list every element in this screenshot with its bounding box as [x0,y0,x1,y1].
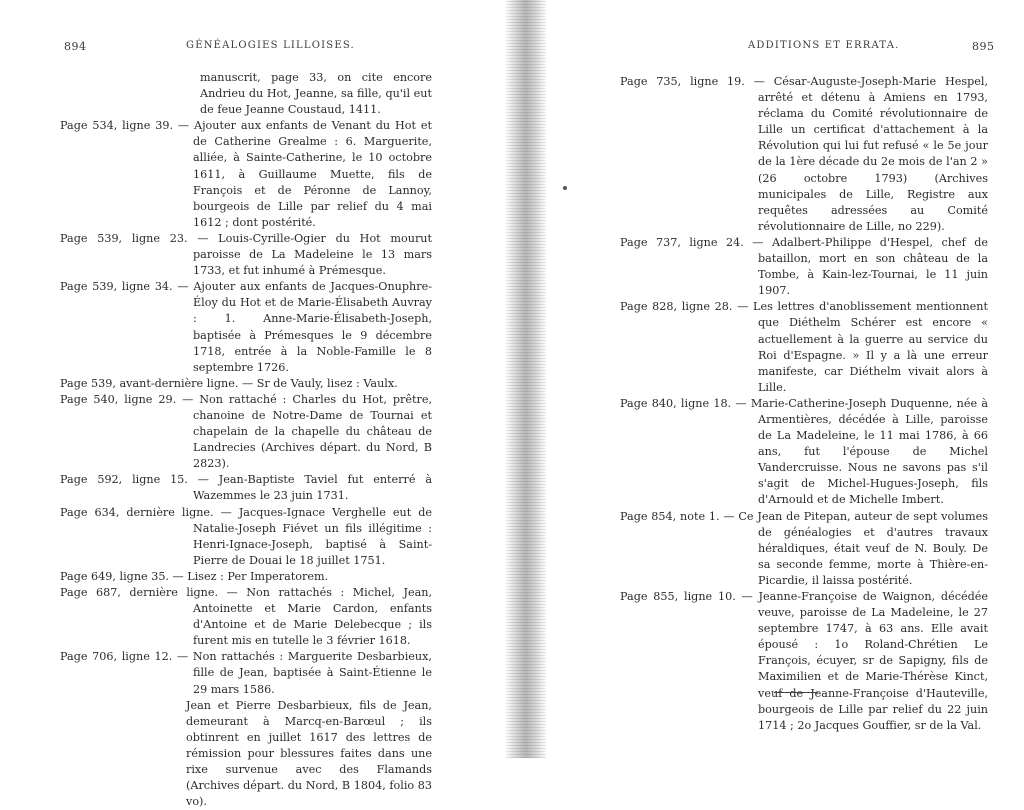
entry: Page 539, ligne 23. — Louis-Cyrille-Ogier du Hot mourut paroisse de La Madeleine le 13 mars 1733, et fut inhumé à Prémesque. [60,231,432,278]
entry: Page 854, note 1. — Ce Jean de Pitepan, auteur de sept volumes de généalogies et d'autres travaux héraldiques, était veuf de N. Bouly. De sa seconde femme, morte à Thière-en-Picardie, il laissa postérité. [620,509,988,587]
entry: Page 649, ligne 35. — Lisez : Per Imperatorem. [60,569,329,583]
right-running-head: ADDITIONS ET ERRATA. [748,40,900,51]
left-folio: 894 [64,40,87,53]
left-running-head: GÉNÉALOGIES LILLOISES. [186,40,355,51]
entry: Page 592, ligne 15. — Jean-Baptiste Taviel fut enterré à Wazemmes le 23 juin 1731. [60,473,432,503]
entry: Jean et Pierre Desbarbieux, fils de Jean, demeurant à Marcq-en-Barœul ; ils obtinrent en juillet 1617 des lettres de rémission pour blessures faites dans une rixe survenue avec des Flamands (Archives départ. du Nord, B 1804, folio 83 vo). [186,698,432,809]
entry: Page 539, avant-dernière ligne. — Sr de Vauly, lisez : Vaulx. [60,376,398,390]
entry: manuscrit, page 33, on cite encore Andrieu du Hot, Jeanne, sa fille, qu'il eut de feue Jeanne Coustaud, 1411. [200,71,432,117]
entry: Page 828, ligne 28. — Les lettres d'anoblissement mentionnent que Diéthelm Schérer est encore « actuellement à la guerre au service du Roi d'Espagne. » Il y a là une erreur manifeste, car Diéthelm vivait alors à Lille. [620,300,988,394]
entry: Page 735, ligne 19. — César-Auguste-Joseph-Marie Hespel, arrêté et détenu à Amiens en 1793, réclama du Comité révolutionnaire de Lille un certificat d'attachement à la Révolution qui lui fut refusé « le 5e jour de la 1ère décade du 2e mois de l'an 2 » (26 octobre 1793) (Archives municipales de Lille, Registre aux requêtes adressées au Comité révolutionnaire de Lille, no 229). [620,75,988,233]
entry: Page 534, ligne 39. — Ajouter aux enfants de Venant du Hot et de Catherine Grealme : 6. Marguerite, alliée, à Sainte-Catherine, le 10 octobre 1611, à Guillaume Muette, fils de François et de Péronne de Lannoy, bourgeois de Lille par relief du 4 mai 1612 ; dont postérité. [60,119,432,229]
left-page [0,0,510,809]
entry: Page 855, ligne 10. — Jeanne-Françoise de Waignon, décédée veuve, paroisse de La Madeleine, le 27 septembre 1747, à 63 ans. Elle avait épousé : 1o Roland-Chrétien Le François, écuyer, sr de Sapigny, fils de Maximilien et de Marie-Thérèse Kinct, veuf de Jeanne-Françoise d'Hauteville, bourgeois de Lille par relief du 22 juin 1714 ; 2o Jacques Gouffier, sr de la Val. [620,590,988,732]
entry: Page 634, dernière ligne. — Jacques-Ignace Verghelle eut de Natalie-Joseph Fiévet un fils illégitime : Henri-Ignace-Joseph, baptisé à Saint-Pierre de Douai le 18 juillet 1751. [60,505,432,567]
entry: Page 687, dernière ligne. — Non rattachés : Michel, Jean, Antoinette et Marie Cardon, enfants d'Antoine et de Marie Delebecque ; ils furent mis en tutelle le 3 février 1618. [60,586,432,648]
entry: Page 539, ligne 34. — Ajouter aux enfants de Jacques-Onuphre-Éloy du Hot et de Marie-Élisabeth Auvray : 1. Anne-Marie-Élisabeth-Joseph, baptisée à Prémesques le 9 décembre 1718, entrée à la Noble-Famille le 8 septembre 1726. [60,280,432,374]
entry: Page 706, ligne 12. — Non rattachés : Marguerite Desbarbieux, fille de Jean, baptisée à Saint-Étienne le 29 mars 1586. [60,650,432,696]
end-rule [774,692,818,693]
right-text-column [620,74,988,734]
left-text-column [60,70,432,810]
right-page [512,0,1024,758]
right-folio: 895 [972,40,995,53]
entry: Page 540, ligne 29. — Non rattaché : Charles du Hot, prêtre, chanoine de Notre-Dame de Tournai et chapelain de la chapelle du château de Landrecies (Archives départ. du Nord, B 2823). [60,392,432,471]
entry: Page 840, ligne 18. — Marie-Catherine-Joseph Duquenne, née à Armentières, décédée à Lille, paroisse de La Madeleine, le 11 mai 1786, à 66 ans, fut l'épouse de Michel Vandercruisse. Nous ne savons pas s'il s'agit de Michel-Hugues-Joseph, fils d'Arnould et de Michelle Imbert. [620,396,988,507]
entry: Page 737, ligne 24. — Adalbert-Philippe d'Hespel, chef de bataillon, mort en son château de la Tombe, à Kain-lez-Tournai, le 11 juin 1907. [620,235,988,298]
